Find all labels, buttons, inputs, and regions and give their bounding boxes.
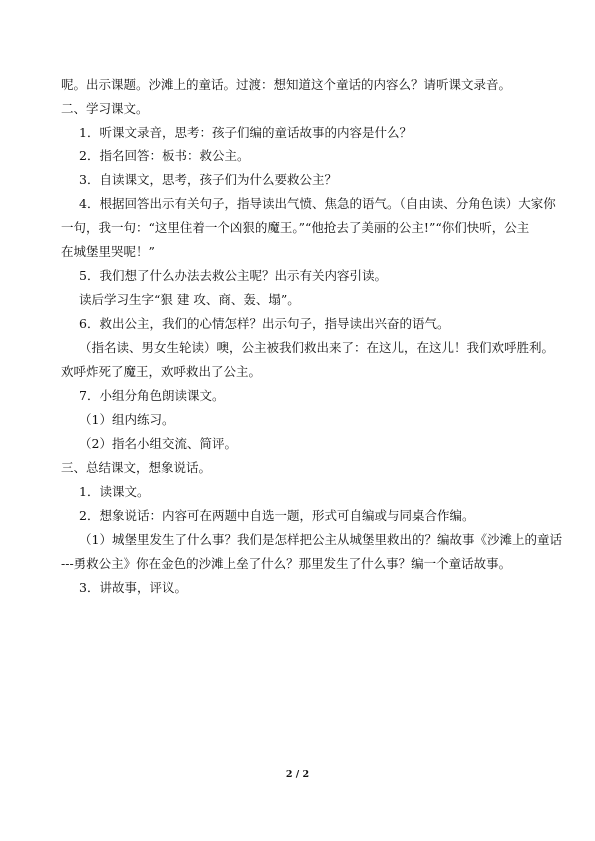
- text-line: 欢呼炸死了魔王，欢呼救出了公主。: [61, 364, 262, 379]
- text-line: ---勇救公主》你在金色的沙滩上垒了什么？那里发生了什么事？编一个童话故事。: [61, 556, 512, 571]
- text-line: 1．听课文录音，思考：孩子们编的童话故事的内容是什么？: [79, 125, 412, 140]
- text-line: （2）指名小组交流、简评。: [79, 436, 237, 451]
- text-line: 3．自读课文，思考，孩子们为什么要救公主？: [79, 172, 337, 187]
- text-line: 在城堡里哭呢！”: [61, 244, 155, 259]
- text-line: 1．读课文。: [79, 484, 150, 499]
- text-line: 5．我们想了什么办法去救公主呢？出示有关内容引读。: [79, 268, 387, 283]
- text-line: 2．想象说话：内容可在两题中自选一题，形式可自编或与同桌合作编。: [79, 508, 475, 523]
- text-line: 一句，我一句：“这里住着一个凶狠的魔王。”“他抢去了美丽的公主!”“你们快听，公主: [61, 220, 530, 235]
- section-heading: 三、总结课文，想象说话。: [61, 460, 212, 475]
- text-line: 呢。出示课题。沙滩上的童话。过渡：想知道这个童话的内容么？请听课文录音。: [61, 77, 512, 92]
- text-line: 4．根据回答出示有关句子，指导读出气愤、焦急的语气。（自由读、分角色读）大家你: [79, 196, 556, 211]
- text-line: （1）城堡里发生了什么事？我们是怎样把公主从城堡里救出的？编故事《沙滩上的童话: [79, 532, 562, 547]
- text-line: 3．讲故事，评议。: [79, 580, 187, 595]
- text-line: 7．小组分角色朗读课文。: [79, 388, 225, 403]
- page-number: 2 / 2: [285, 769, 310, 780]
- text-line: （指名读、男女生轮读）噢，公主被我们救出来了：在这儿，在这儿！我们欢呼胜利。: [79, 340, 555, 355]
- text-line: 6．救出公主，我们的心情怎样？出示句子，指导读出兴奋的语气。: [79, 316, 450, 331]
- text-line: （1）组内练习。: [79, 412, 175, 427]
- section-heading: 二、学习课文。: [61, 101, 149, 116]
- text-line: 2．指名回答：板书：救公主。: [79, 148, 250, 163]
- text-line: 读后学习生字“狠 建 攻、商、轰、塌”。: [79, 292, 300, 307]
